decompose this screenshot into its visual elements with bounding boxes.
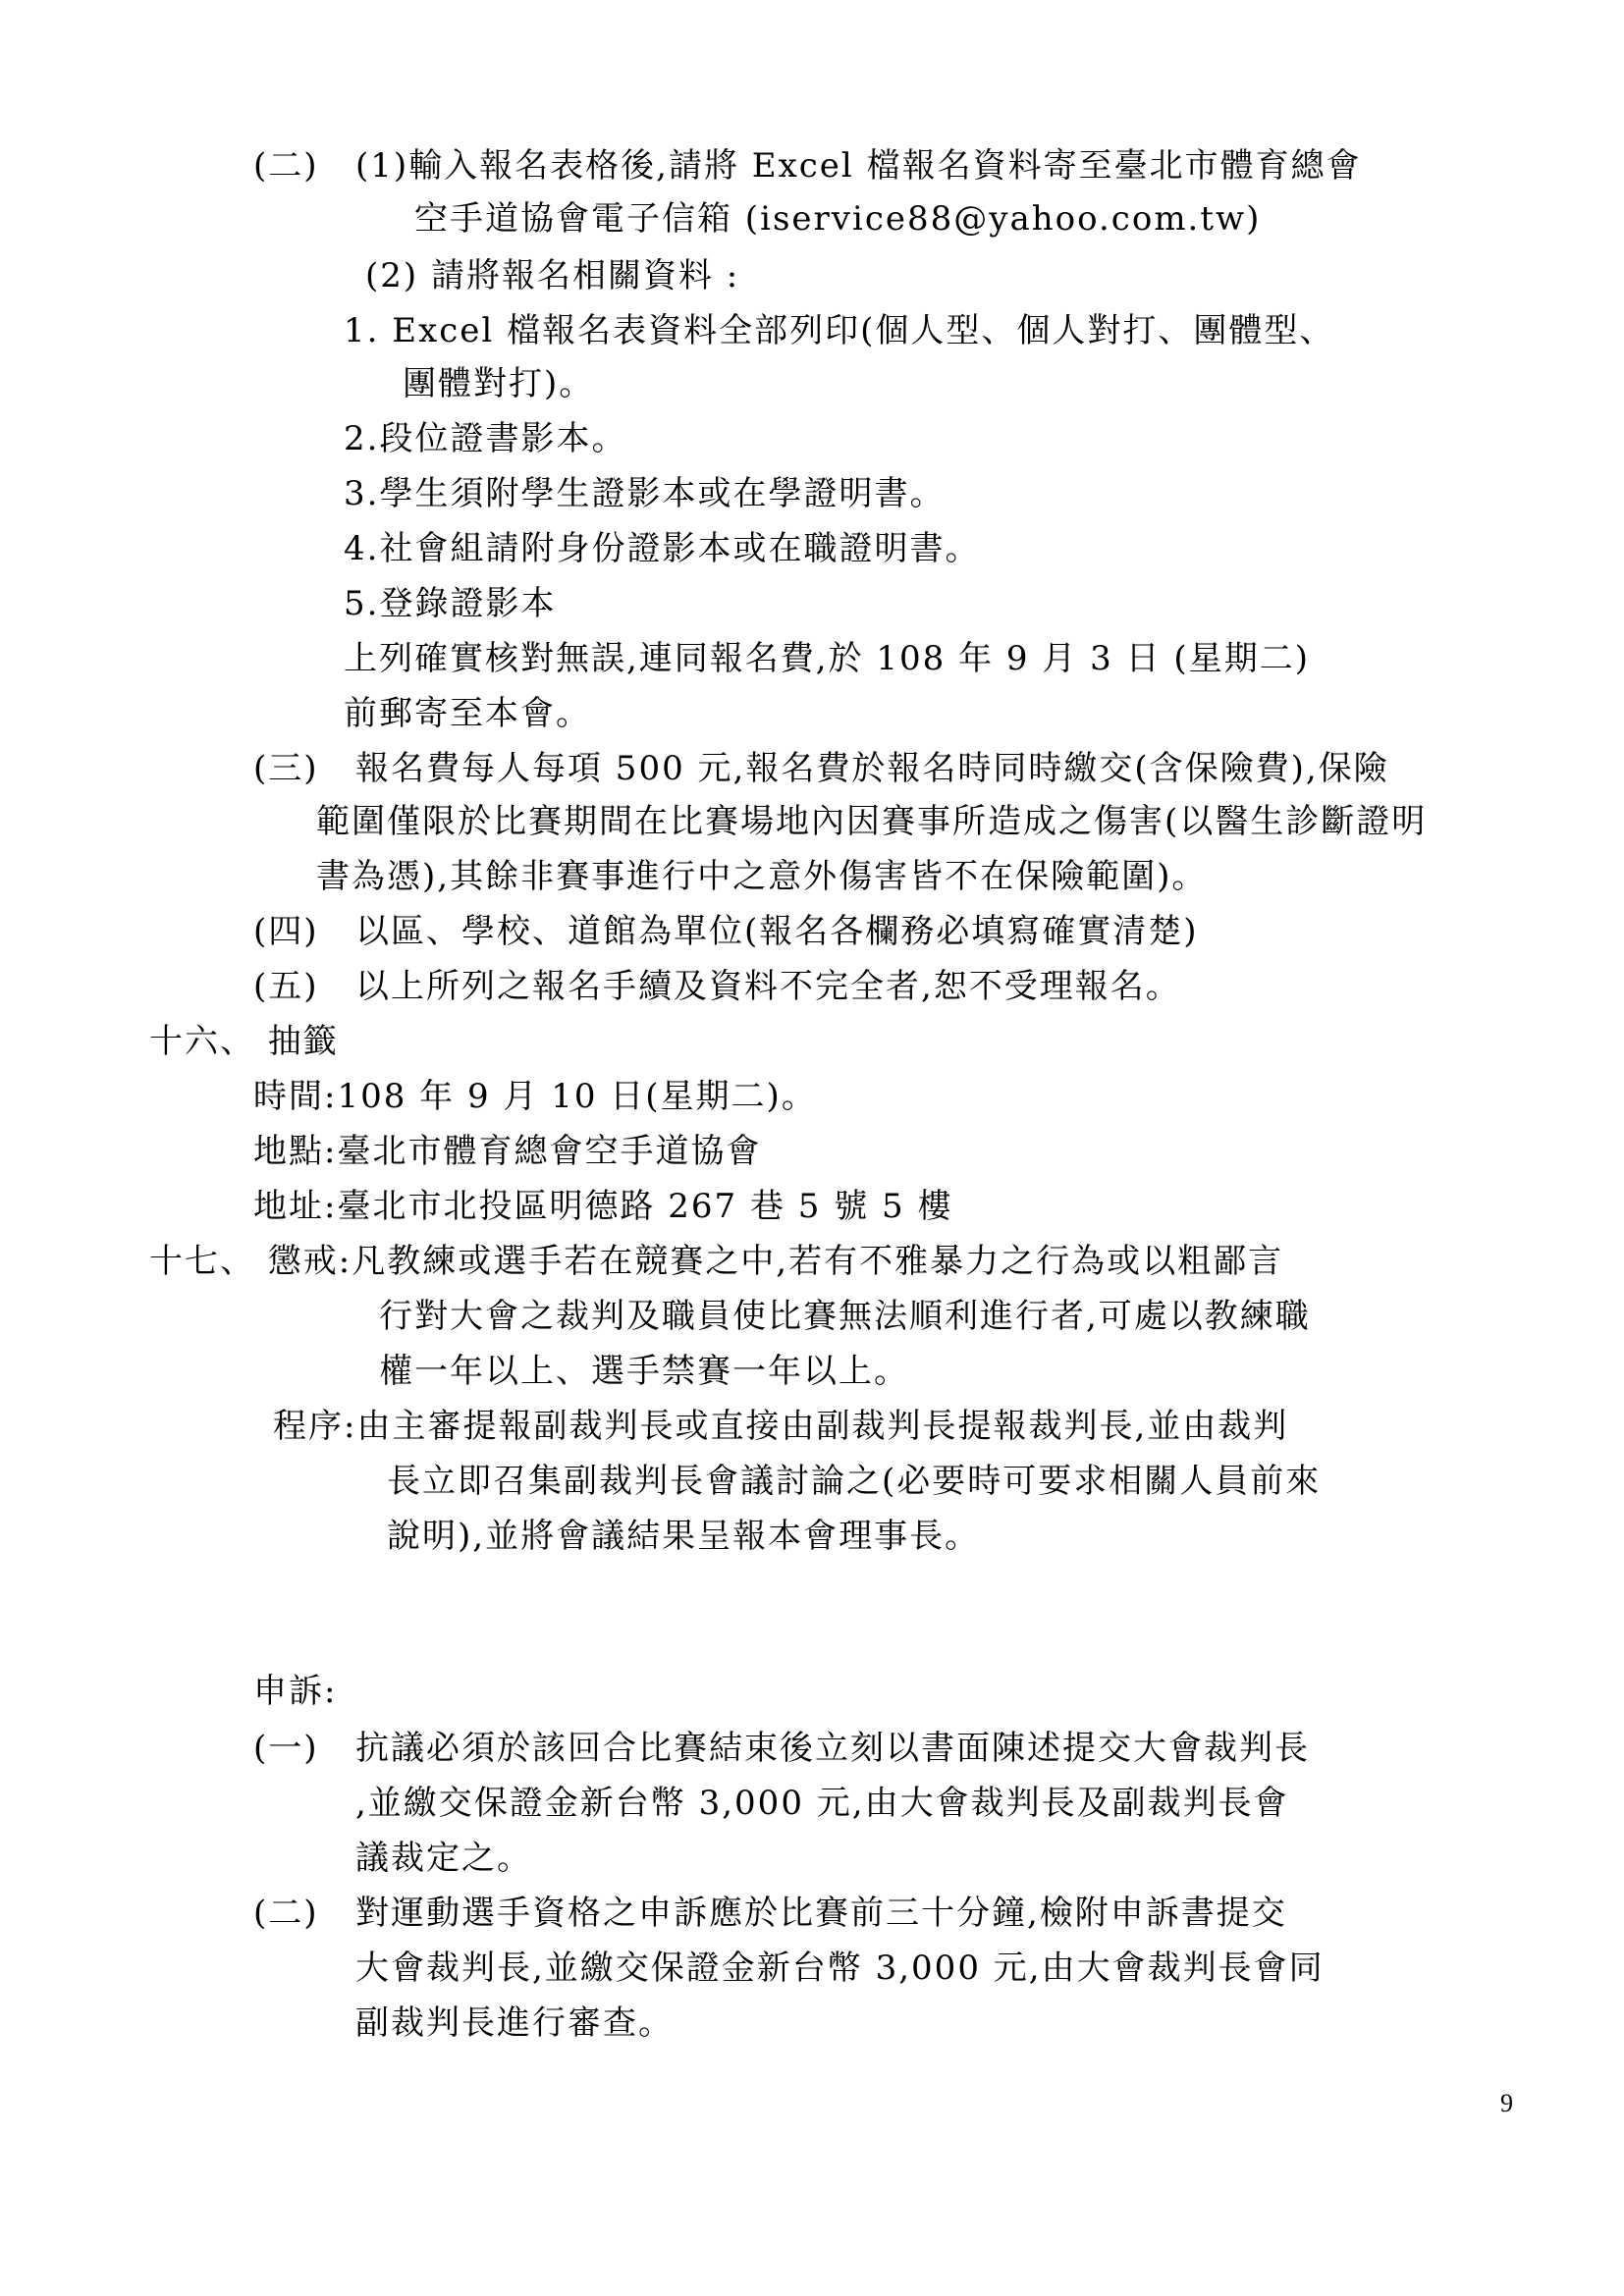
- paragraph-line: 以區、學校、道館為單位(報名各欄務必填寫確實清楚): [355, 912, 1199, 951]
- item-marker: (二): [253, 1894, 319, 1933]
- list-item: 4.社會組請附身份證影本或在職證明書。: [344, 529, 981, 568]
- paragraph-line: (1)輸入報名表格後,請將 Excel 檔報名資料寄至臺北市體育總會: [355, 146, 1362, 186]
- paragraph-line: ,並繳交保證金新台幣 3,000 元,由大會裁判長及副裁判長會: [355, 1784, 1289, 1823]
- item-marker: (五): [253, 967, 319, 1006]
- paragraph-line: 權一年以上、選手禁賽一年以上。: [379, 1352, 909, 1391]
- paragraph-line: 說明),並將會議結果呈報本會理事長。: [387, 1517, 981, 1556]
- paragraph-line: 空手道協會電子信箱 (iservice88@yahoo.com.tw): [414, 199, 1262, 239]
- paragraph-line: 書為憑),其餘非賽事進行中之意外傷害皆不在保險範圍)。: [316, 857, 1208, 896]
- paragraph-line: 時間:108 年 9 月 10 日(星期二)。: [253, 1077, 817, 1116]
- paragraph-line: 抗議必須於該回合比賽結束後立刻以書面陳述提交大會裁判長: [355, 1729, 1310, 1768]
- paragraph-line: 行對大會之裁判及職員使比賽無法順利進行者,可處以教練職: [379, 1297, 1311, 1336]
- list-item: 3.學生須附學生證影本或在學證明書。: [344, 474, 946, 513]
- paragraph-line: 前郵寄至本會。: [344, 694, 591, 733]
- list-item: 團體對打)。: [403, 364, 595, 403]
- section-heading: 十六、 抽籤: [149, 1022, 339, 1061]
- paragraph-line: 地點:臺北市體育總會空手道協會: [253, 1132, 762, 1171]
- section-heading: 十七、 懲戒:凡教練或選手若在競賽之中,若有不雅暴力之行為或以粗鄙言: [149, 1242, 1284, 1281]
- page-number: 9: [1500, 2089, 1513, 2117]
- list-item: 5.登錄證影本: [344, 584, 557, 623]
- paragraph-line: 副裁判長進行審查。: [355, 2003, 674, 2043]
- paragraph-line: 地址:臺北市北投區明德路 267 巷 5 號 5 樓: [253, 1187, 953, 1226]
- paragraph-line: 上列確實核對無誤,連同報名費,於 108 年 9 月 3 日 (星期二): [344, 639, 1310, 678]
- paragraph-line: 議裁定之。: [355, 1839, 532, 1878]
- paragraph-line: 長立即召集副裁判長會議討論之(必要時可要求相關人員前來: [387, 1462, 1322, 1501]
- paragraph-line: 對運動選手資格之申訴應於比賽前三十分鐘,檢附申訴書提交: [355, 1894, 1287, 1933]
- paragraph-line: 報名費每人每項 500 元,報名費於報名時同時繳交(含保險費),保險: [355, 749, 1389, 788]
- item-marker: (二): [253, 146, 319, 186]
- section-heading: 申訴:: [253, 1672, 338, 1711]
- item-marker: (四): [253, 912, 319, 951]
- list-item: 1. Excel 檔報名表資料全部列印(個人型、個人對打、團體型、: [344, 311, 1335, 350]
- item-marker: (三): [253, 749, 319, 788]
- paragraph-line: 以上所列之報名手續及資料不完全者,恕不受理報名。: [355, 967, 1181, 1006]
- paragraph-line: 程序:由主審提報副裁判長或直接由副裁判長提報裁判長,並由裁判: [273, 1407, 1289, 1446]
- item-marker: (一): [253, 1729, 319, 1768]
- paragraph-line: 大會裁判長,並繳交保證金新台幣 3,000 元,由大會裁判長會同: [355, 1949, 1325, 1988]
- list-item: 2.段位證書影本。: [344, 419, 627, 458]
- paragraph-line: 範圍僅限於比賽期間在比賽場地內因賽事所造成之傷害(以醫生診斷證明: [316, 802, 1428, 841]
- paragraph-line: (2) 請將報名相關資料 :: [365, 256, 740, 295]
